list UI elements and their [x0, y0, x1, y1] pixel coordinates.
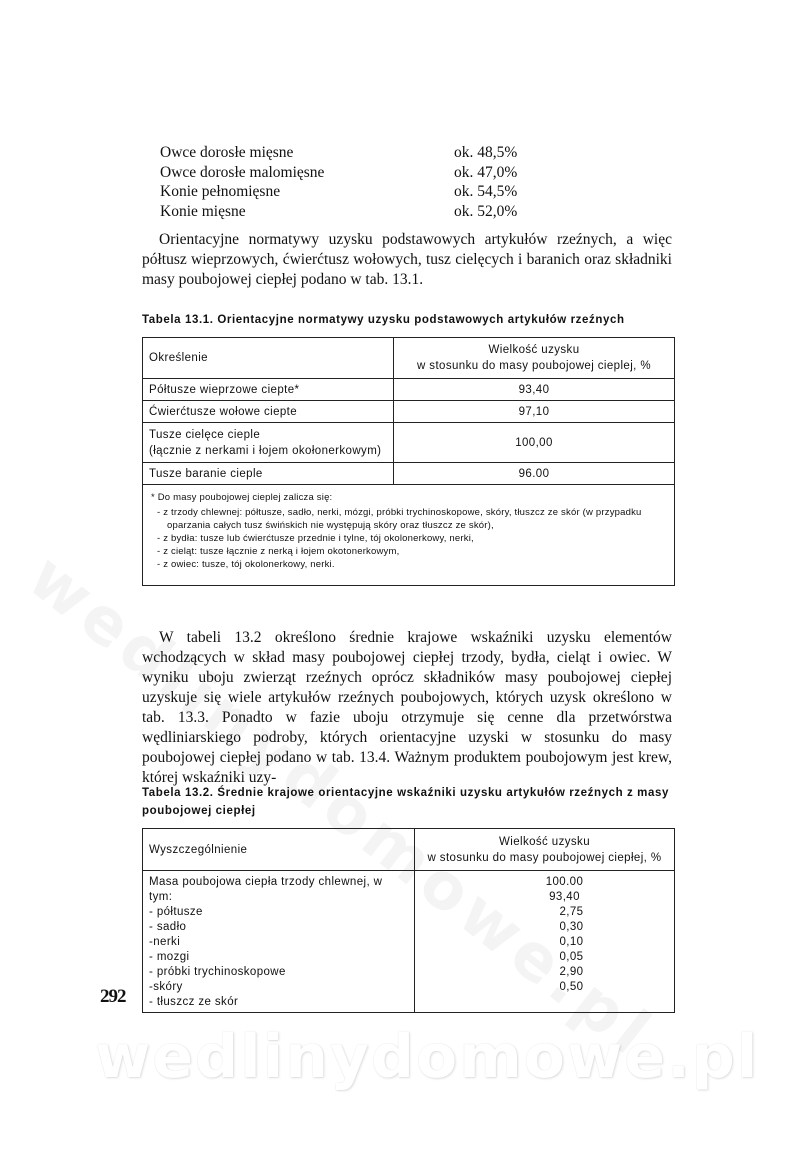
table-cell-name [143, 423, 394, 463]
table2-names-cell [143, 871, 415, 1013]
table2-values-cell [415, 871, 675, 1013]
table-cell-name: Tusze baranie cieple [143, 463, 394, 485]
list-item [160, 143, 540, 163]
table1-header-col2 [394, 338, 675, 379]
paragraph-text: W tabeli 13.2 określono średnie krajowe wskaźniki uzysku elementów wchodzących w skład masy poubojowej ciepłej trzody, bydła, cieląt i owiec. W wyniku uboju zwierząt rzeźnych oprócz składników masy poubojowej ciepłej uzyskuje się wiele artykułów rzeźnych poubojowych, których uzysk określono w tab. 13.3. Ponadto w fazie uboju otrzymuje się cenne dla przetwórstwa wędliniarskiego podroby, których orientacyjne uzyski w stosunku do masy poubojowej ciepłej podano w tab. 13.4. Ważnym produktem poubojowym jest krew, której wskaźniki uzy- [142, 629, 672, 786]
row-value: 0,50 [559, 981, 584, 993]
table-header-row [143, 829, 675, 871]
row-name: - mozgi [149, 951, 190, 963]
watermark-bottom: wedlinydomowe.pl [95, 1022, 760, 1092]
row-value: 2,75 [559, 906, 584, 918]
notes-item: - z bydła: tusze lub ćwierćtusze przednie i tylne, tój okolonerkowy, nerki, [157, 533, 474, 544]
table-cell-name: Ćwierćtusze wołowe ciepte [143, 401, 394, 423]
table-row [143, 871, 675, 1013]
table2-header-col2 [415, 829, 675, 871]
list-item [160, 202, 540, 222]
row-value: 93,40 [549, 891, 580, 903]
table-cell-value: 93,40 [394, 379, 675, 401]
header-line: Wielkość uzysku [488, 344, 580, 356]
paragraph-intro [142, 230, 672, 290]
table1-caption: Tabela 13.1. Orientacyjne normatywy uzysku podstawowych artykułów rzeźnych [142, 314, 625, 326]
list-item-name: Owce dorosłe malomięsne [160, 163, 325, 181]
row-value: 0,30 [559, 921, 584, 933]
row-value: 2,90 [559, 966, 584, 978]
table-cell-name: Półtusze wieprzowe ciepte* [143, 379, 394, 401]
table1-notes [143, 485, 675, 586]
cell-line: (łącznie z nerkami i łojem okołonerkowym) [149, 444, 382, 457]
table1-header-col1: Określenie [143, 338, 394, 379]
row-value: 0,05 [559, 951, 584, 963]
list-item-value: ok. 52,0% [454, 202, 518, 220]
list-item-name: Owce dorosłe mięsne [160, 144, 294, 161]
table-notes-row [143, 485, 675, 586]
cell-line: Tusze cielęce cieple [149, 428, 261, 441]
list-item-value: ok. 48,5% [454, 144, 518, 161]
caption-line: poubojowej ciepłej [142, 805, 256, 817]
row-name: Masa poubojowa ciepła trzody chlewnej, w tym: [149, 876, 383, 903]
notes-item: - z trzody chlewnej: półtusze, sadło, nerki, mózgi, próbki trychinoskopowe, skóry, tłuszcz ze skór (w przypadku oparzania całych tusz świńskich nie występują skóry oraz tłuszcz ze skór), [157, 507, 642, 531]
table2-header-col1: Wyszczególnienie [143, 829, 415, 871]
table-header-row [143, 338, 675, 379]
table2 [142, 828, 675, 1013]
row-name: - sadło [149, 921, 187, 933]
list-item-value: ok. 54,5% [454, 183, 518, 200]
row-name: -skóry [149, 981, 183, 993]
yield-list [160, 143, 540, 221]
caption-line: Tabela 13.2. Średnie krajowe orientacyjne wskaźniki uzysku artykułów rzeźnych z masy [142, 787, 669, 799]
table-row [143, 401, 675, 423]
row-value: 100.00 [545, 876, 584, 888]
list-item-name: Konie pełnomięsne [160, 183, 281, 200]
table-cell-value: 100,00 [394, 423, 675, 463]
paragraph-text: Orientacyjne normatywy uzysku podstawowych artykułów rzeźnych, a więc półtusz wieprzowych, ćwierćtusz wołowych, tusz cielęcych i baranich oraz składniki masy poubojowej ciepłej podano w tab. 13.1. [142, 231, 672, 288]
notes-intro: * Do masy poubojowej cieplej zalicza się: [151, 492, 333, 503]
notes-item: - z owiec: tusze, tój okolonerkowy, nerki. [157, 559, 335, 570]
header-line: w stosunku do masy poubojowej ciepłej, % [427, 851, 662, 864]
list-item-name: Konie mięsne [160, 202, 246, 220]
table1 [142, 337, 675, 586]
table-cell-value: 97,10 [394, 401, 675, 423]
list-item-value: ok. 47,0% [454, 163, 518, 181]
table-cell-value: 96.00 [394, 463, 675, 485]
table-row [143, 463, 675, 485]
paragraph-main [142, 628, 672, 788]
row-name: -nerki [149, 936, 181, 948]
row-name: - półtusze [149, 906, 203, 918]
header-line: Wielkość uzysku [499, 835, 590, 848]
row-value: 0,10 [559, 936, 584, 948]
table-row [143, 379, 675, 401]
row-name: - próbki trychinoskopowe [149, 966, 286, 978]
list-item [160, 182, 540, 202]
table-row [143, 423, 675, 463]
notes-item: - z cieląt: tusze łącznie z nerką i łojem okotonerkowym, [157, 546, 400, 557]
list-item [160, 163, 540, 183]
page-number: 292 [100, 986, 126, 1007]
row-name: - tłuszcz ze skór [149, 996, 239, 1008]
table2-caption [142, 784, 682, 820]
header-line: w stosunku do masy poubojowej cieplej, % [417, 360, 651, 372]
